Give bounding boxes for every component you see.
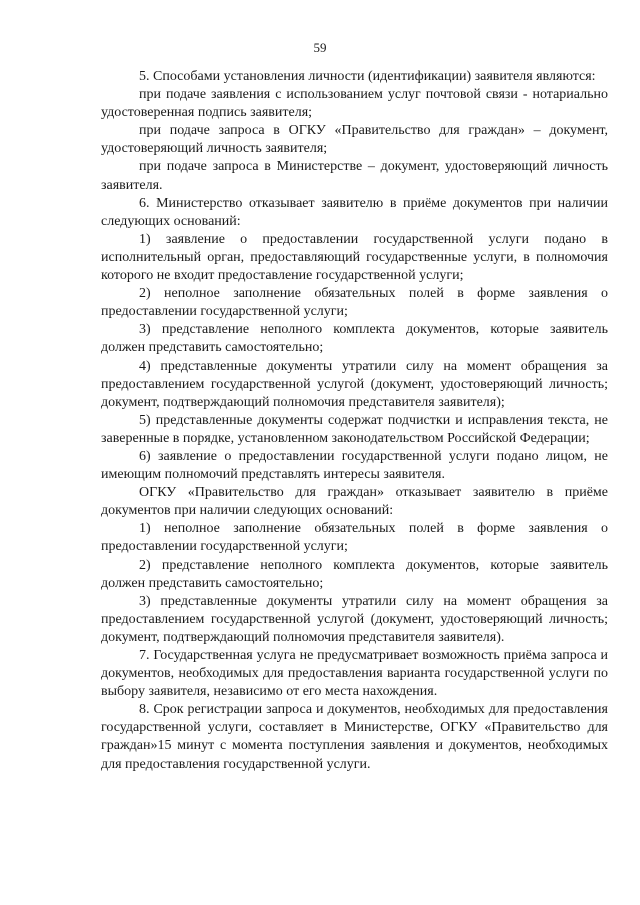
paragraph-ministry-identification: при подаче запроса в Министерстве – документ, удостоверяющий личность заявителя. (101, 159, 608, 193)
paragraph-8: 8. Срок регистрации запроса и документов, необходимых для предоставления государственной услуги, составляет в Министерстве, ОГКУ «Правительство для граждан»15 минут с момента поступления заявления и документов, необходимых для предоставления государственной услуги. (101, 702, 608, 772)
ministry-refusal-ground-3: 3) представление неполного комплекта документов, которые заявитель должен представить самостоятельно; (101, 322, 608, 356)
ogku-refusal-ground-1: 1) неполное заполнение обязательных полей в форме заявления о предоставлении государственной услуги; (101, 521, 608, 555)
ogku-refusal-ground-2: 2) представление неполного комплекта документов, которые заявитель должен представить самостоятельно; (101, 557, 608, 591)
ministry-refusal-ground-5: 5) представленные документы содержат подчистки и исправления текста, не заверенные в порядке, установленном законодательством Российской Федерации; (101, 412, 608, 446)
paragraph-7: 7. Государственная услуга не предусматривает возможность приёма запроса и документов, необходимых для предоставления варианта государственной услуги по выбору заявителя, независимо от его места нахождения. (101, 648, 608, 700)
paragraph-ogku-identification: при подаче запроса в ОГКУ «Правительство для граждан» – документ, удостоверяющий личность заявителя; (101, 123, 608, 157)
document-body (101, 68, 608, 774)
paragraph-5-intro: 5. Способами установления личности (идентификации) заявителя являются: (139, 69, 596, 84)
ministry-refusal-ground-2: 2) неполное заполнение обязательных полей в форме заявления о предоставлении государственной услуги; (101, 286, 608, 320)
paragraph-postal-identification: при подаче заявления с использованием услуг почтовой связи - нотариально удостоверенная подпись заявителя; (101, 87, 608, 121)
ministry-refusal-ground-1: 1) заявление о предоставлении государственной услуги подано в исполнительный орган, предоставляющий государственные услуги, в полномочия которого не входит предоставление государственной услуги; (101, 231, 608, 284)
ministry-refusal-ground-4: 4) представленные документы утратили силу на момент обращения за предоставлением государственной услугой (документ, удостоверяющий личность; документ, подтверждающий полномочия представителя заявителя); (101, 358, 608, 410)
page-number: 59 (313, 40, 327, 55)
ministry-refusal-ground-6: 6) заявление о предоставлении государственной услуги подано лицом, не имеющим полномочий представлять интересы заявителя. (101, 448, 608, 483)
paragraph-6-intro: 6. Министерство отказывает заявителю в приёме документов при наличии следующих оснований: (101, 195, 608, 229)
ogku-refusal-ground-3: 3) представленные документы утратили силу на момент обращения за предоставлением государственной услугой (документ, удостоверяющий личность; документ, подтверждающий полномочия представителя заявителя). (101, 593, 608, 645)
ogku-refusal-intro: ОГКУ «Правительство для граждан» отказывает заявителю в приёме документов при наличии следующих оснований: (101, 485, 608, 519)
